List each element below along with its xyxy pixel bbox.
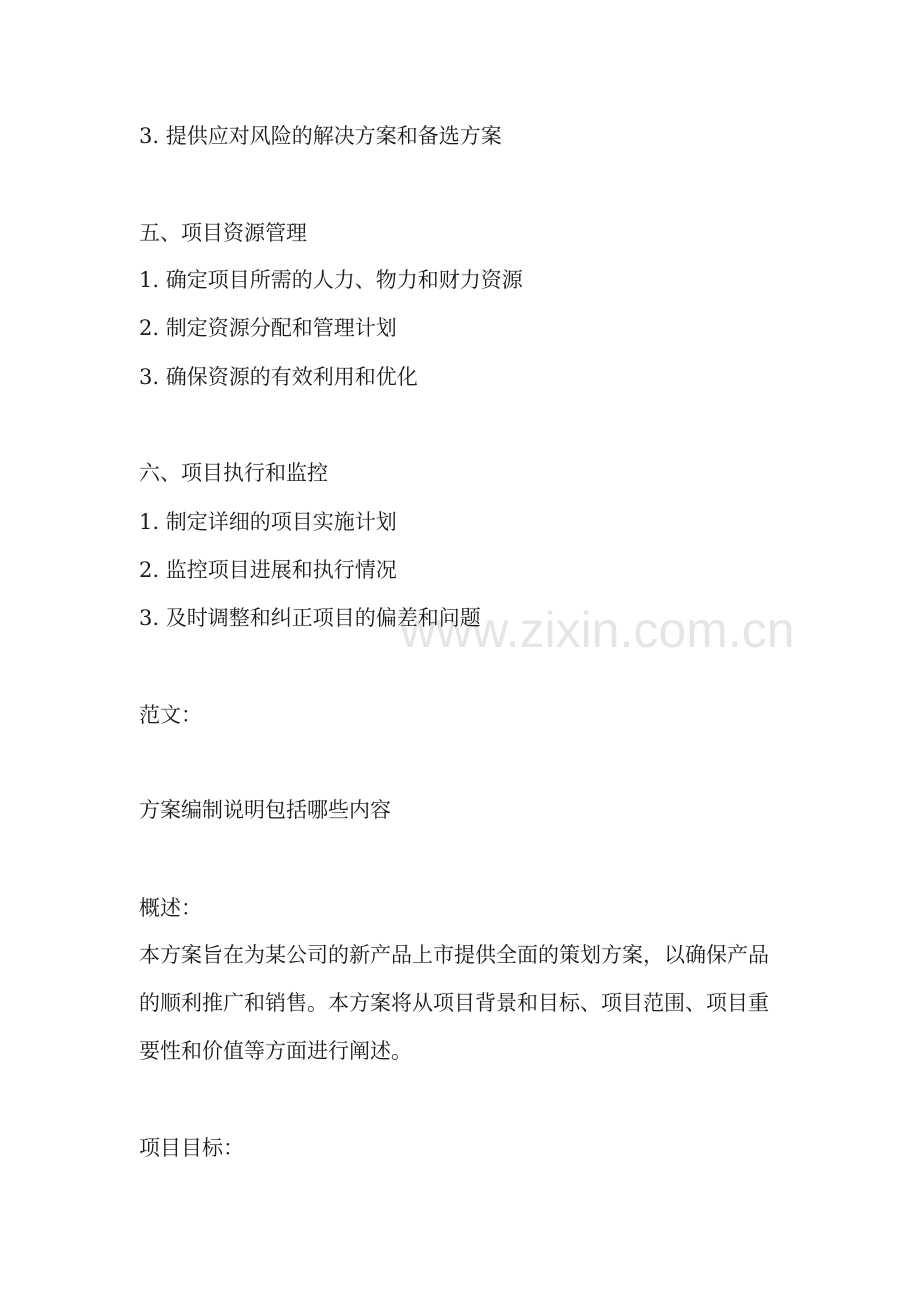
execution-item-1: 1. 制定详细的项目实施计划 bbox=[139, 510, 397, 534]
resources-item-2: 2. 制定资源分配和管理计划 bbox=[139, 316, 397, 340]
resources-item-1: 1. 确定项目所需的人力、物力和财力资源 bbox=[139, 268, 523, 292]
section-heading-resources: 五、项目资源管理 bbox=[139, 221, 307, 245]
sample-title: 方案编制说明包括哪些内容 bbox=[139, 798, 391, 822]
execution-item-3: 3. 及时调整和纠正项目的偏差和问题 bbox=[139, 606, 481, 630]
overview-label: 概述： bbox=[139, 896, 202, 920]
resources-item-3: 3. 确保资源的有效利用和优化 bbox=[139, 365, 418, 389]
section-heading-execution: 六、项目执行和监控 bbox=[139, 461, 328, 485]
risk-item-3: 3. 提供应对风险的解决方案和备选方案 bbox=[139, 124, 502, 148]
watermark-text: www.zixin.com.cn bbox=[400, 602, 795, 658]
overview-line-3: 要性和价值等方面进行阐述。 bbox=[139, 1039, 412, 1063]
goal-label: 项目目标： bbox=[139, 1136, 244, 1160]
overview-line-1: 本方案旨在为某公司的新产品上市提供全面的策划方案，以确保产品 bbox=[139, 943, 769, 967]
execution-item-2: 2. 监控项目进展和执行情况 bbox=[139, 558, 397, 582]
overview-line-2: 的顺利推广和销售。本方案将从项目背景和目标、项目范围、项目重 bbox=[139, 991, 769, 1015]
sample-label: 范文： bbox=[139, 703, 202, 727]
